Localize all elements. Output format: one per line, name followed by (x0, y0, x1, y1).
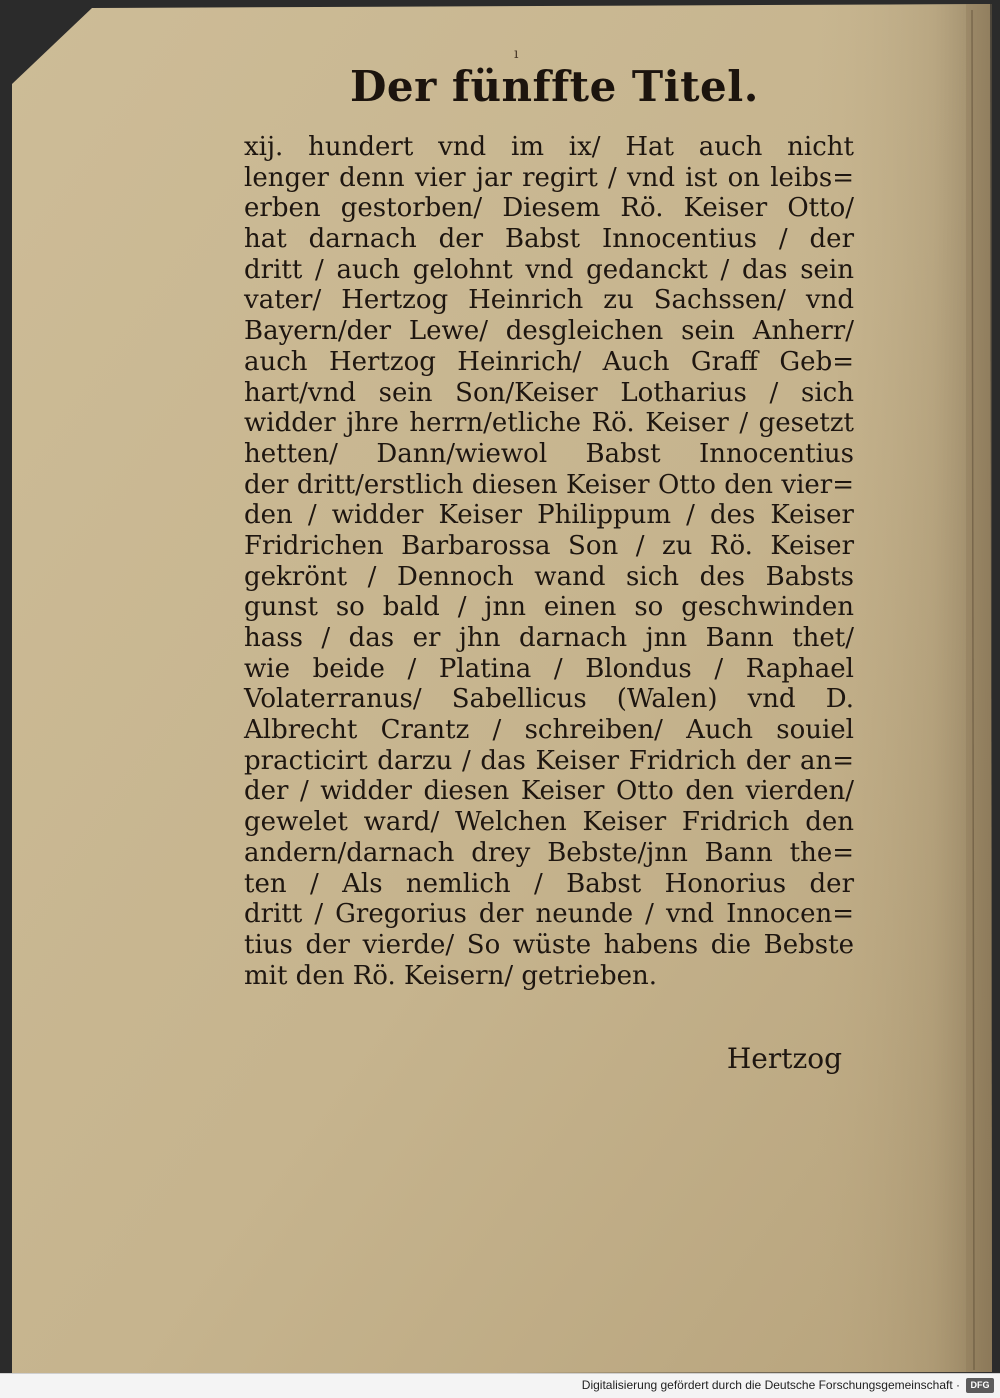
text-line: widder jhre herrn/etliche Rö. Keiser / gesetzt (244, 408, 854, 439)
text-line: erben gestorben/ Diesem Rö. Keiser Otto/ (244, 193, 854, 224)
text-line: tius der vierde/ So wüste habens die Bebste (244, 929, 854, 960)
catchword: Hertzog (726, 1042, 842, 1075)
running-title: Der fünffte Titel. (350, 62, 759, 111)
text-line: der dritt/erstlich diesen Keiser Otto den vier= (244, 469, 854, 500)
text-line: hass / das er jhn darnach jnn Bann thet/ (244, 623, 854, 653)
dfg-logo: DFG (966, 1378, 994, 1393)
text-line: hart/vnd sein Son/Keiser Lotharius / sich (244, 377, 854, 408)
text-line: Fridrichen Barbarossa Son / zu Rö. Keiser (244, 530, 854, 561)
text-line: gekrönt / Dennoch wand sich des Babsts (244, 561, 854, 592)
text-line: andern/darnach drey Bebste/jnn Bann the= (244, 837, 854, 868)
text-line: Bayern/der Lewe/ desgleichen sein Anherr/ (244, 316, 854, 347)
text-line: gunst so bald / jnn einen so geschwinden (244, 592, 854, 623)
text-line: hat darnach der Babst Innocentius / der (244, 224, 854, 255)
folio-mark: ı (514, 46, 519, 62)
body-text (244, 132, 854, 991)
text-line: Volaterranus/ Sabellicus (Walen) vnd D. (244, 684, 854, 715)
text-line: wie beide / Platina / Blondus / Raphael (244, 653, 854, 684)
text-line: lenger denn vier jar regirt / vnd ist on leibs= (244, 162, 854, 193)
text-line: gewelet ward/ Welchen Keiser Fridrich den (244, 807, 854, 838)
text-line: vater/ Hertzog Heinrich zu Sachssen/ vnd (244, 285, 854, 316)
text-line: hetten/ Dann/wiewol Babst Innocentius (244, 438, 854, 469)
text-line: Albrecht Crantz / schreiben/ Auch souiel (244, 715, 854, 746)
text-line: dritt / auch gelohnt vnd gedanckt / das sein (244, 254, 854, 285)
text-line: ten / Als nemlich / Babst Honorius der (244, 868, 854, 899)
digitization-footer (0, 1373, 1000, 1398)
text-line: practicirt darzu / das Keiser Fridrich der an= (244, 745, 854, 776)
text-line: der / widder diesen Keiser Otto den vierden/ (244, 776, 854, 807)
text-line: auch Hertzog Heinrich/ Auch Graff Geb= (244, 346, 854, 377)
footer-credit: Digitalisierung gefördert durch die Deutsche Forschungsgemeinschaft · (581, 1378, 960, 1392)
text-line: den / widder Keiser Philippum / des Keiser (244, 500, 854, 531)
text-line: xij. hundert vnd im ix/ Hat auch nicht (244, 132, 854, 162)
text-line: mit den Rö. Keisern/ getrieben. (244, 960, 658, 991)
text-line: dritt / Gregorius der neunde / vnd Innocen= (244, 899, 854, 930)
